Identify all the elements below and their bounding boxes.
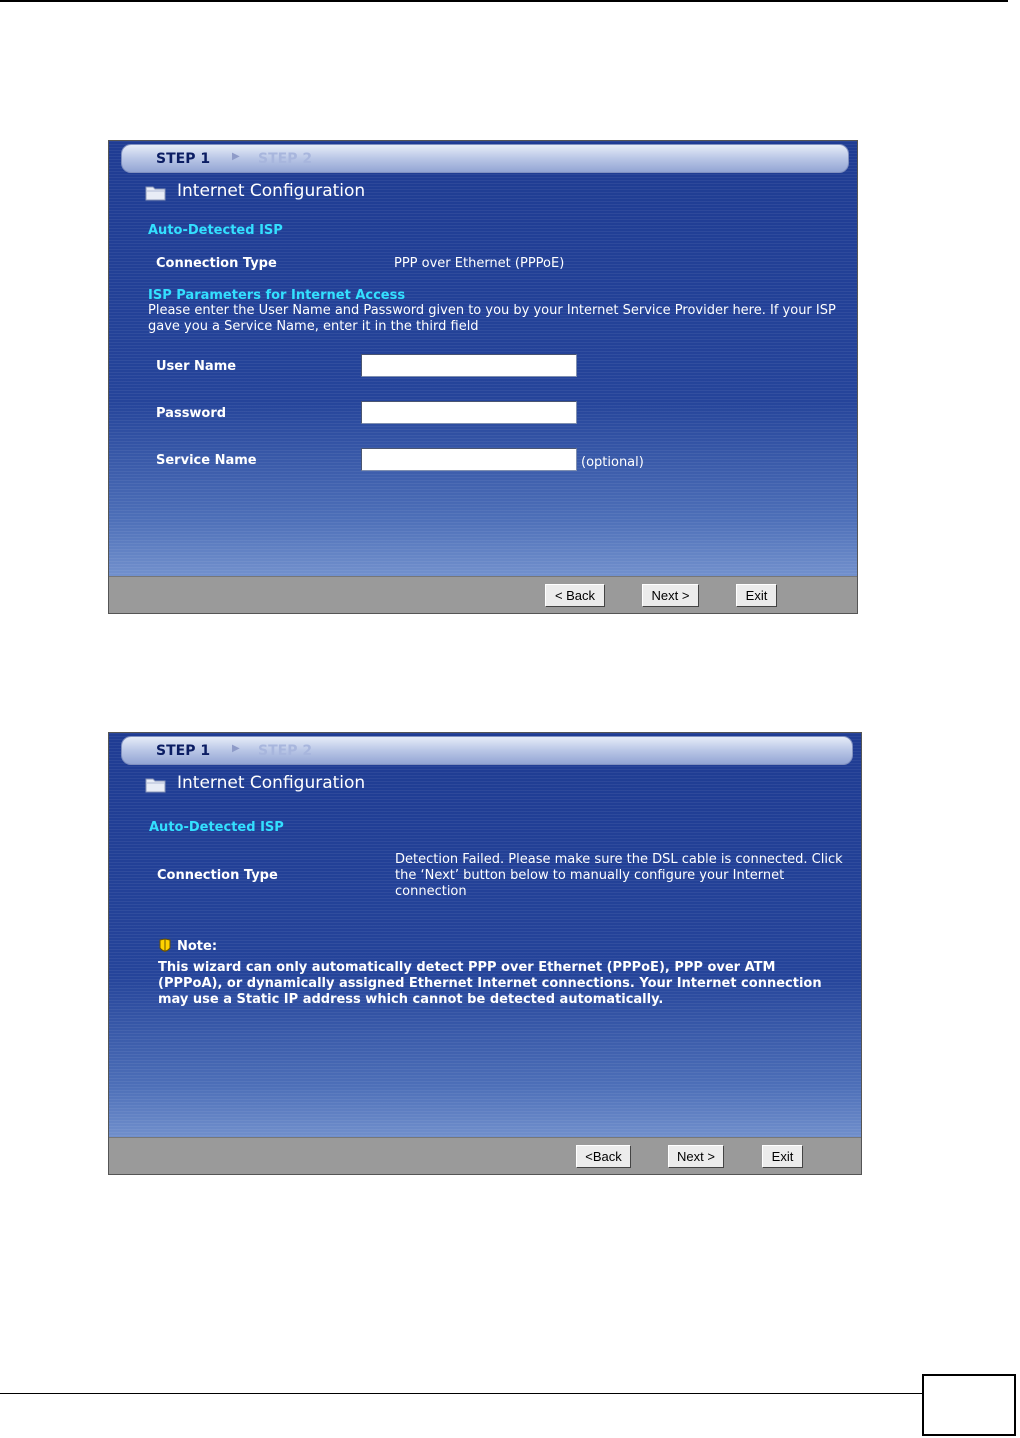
- page-number-box: [922, 1374, 1016, 1436]
- connection-type-value: PPP over Ethernet (PPPoE): [394, 256, 565, 271]
- wizard-panel-isp-parameters: [108, 140, 858, 614]
- user-name-field[interactable]: [361, 354, 577, 377]
- page-title: Internet Configuration: [177, 181, 366, 201]
- auto-detected-isp-heading: Auto-Detected ISP: [149, 820, 284, 835]
- password-field[interactable]: [361, 401, 577, 424]
- back-button[interactable]: <Back: [576, 1145, 631, 1168]
- page-bottom-rule: [0, 1393, 922, 1394]
- password-label: Password: [156, 406, 227, 421]
- folder-icon: [145, 776, 166, 793]
- exit-button[interactable]: Exit: [762, 1145, 803, 1168]
- next-button[interactable]: Next >: [668, 1145, 724, 1168]
- back-button[interactable]: < Back: [545, 584, 605, 607]
- step-1-indicator: STEP 1: [156, 151, 211, 167]
- note-title: Note:: [177, 939, 218, 954]
- wizard-footer: [109, 1137, 861, 1174]
- chevron-right-icon: ▶: [232, 743, 240, 754]
- step-progress-bar: [121, 144, 849, 173]
- note-text: This wizard can only automatically detect PPP over Ethernet (PPPoE), PPP over ATM (PPPoA), or dynamically assigned Ethernet Internet connections. Your Internet connection may use a Static IP address which cannot be detected automatically.: [158, 960, 822, 1007]
- connection-type-value: Detection Failed. Please make sure the DSL cable is connected. Click the ‘Next’ button below to manually configure your Internet connection: [395, 852, 843, 899]
- page-title: Internet Configuration: [177, 773, 366, 793]
- service-name-label: Service Name: [156, 453, 257, 468]
- chevron-right-icon: ▶: [232, 151, 240, 162]
- isp-parameters-instructions: Please enter the User Name and Password given to you by your Internet Service Provider here. If your ISP gave you a Service Name, enter it in the third field: [148, 303, 836, 334]
- folder-icon: [145, 184, 166, 201]
- step-2-indicator: STEP 2: [258, 151, 313, 167]
- isp-parameters-heading: ISP Parameters for Internet Access: [148, 288, 406, 303]
- auto-detected-isp-heading: Auto-Detected ISP: [148, 223, 283, 238]
- step-progress-bar: [121, 736, 853, 765]
- step-1-indicator: STEP 1: [156, 743, 211, 759]
- connection-type-label: Connection Type: [156, 256, 277, 271]
- next-button[interactable]: Next >: [642, 584, 699, 607]
- wizard-panel-detection-failed: [108, 732, 862, 1175]
- note-icon: [158, 938, 172, 954]
- connection-type-label: Connection Type: [157, 868, 278, 883]
- wizard-footer: [109, 576, 857, 613]
- optional-hint: (optional): [581, 455, 644, 470]
- service-name-field[interactable]: [361, 448, 577, 471]
- exit-button[interactable]: Exit: [736, 584, 777, 607]
- step-2-indicator: STEP 2: [258, 743, 313, 759]
- page-top-rule: [0, 0, 1008, 2]
- user-name-label: User Name: [156, 359, 237, 374]
